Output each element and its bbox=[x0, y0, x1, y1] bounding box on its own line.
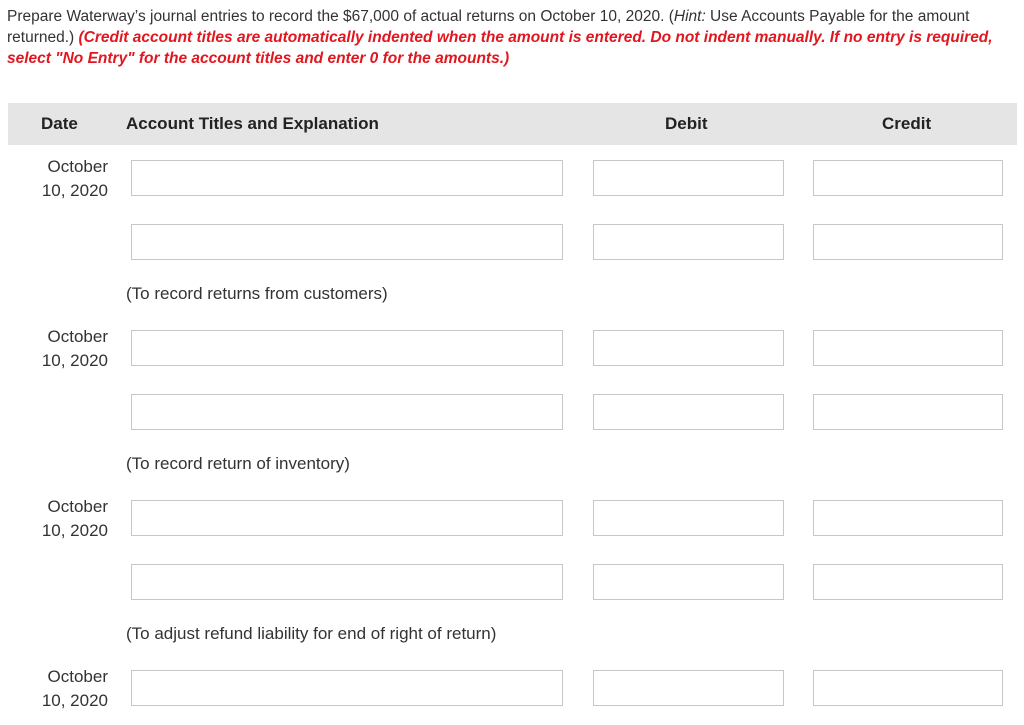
entry-explanation: (To record returns from customers) bbox=[126, 284, 388, 303]
table-header bbox=[8, 103, 1017, 145]
instructions-text: Prepare Waterway’s journal entries to record the $67,000 of actual returns on October 10, 2020. ( bbox=[7, 8, 674, 25]
entry-date-month: October bbox=[47, 327, 108, 346]
credit-input[interactable] bbox=[813, 670, 1003, 706]
hint-label: Hint: bbox=[673, 8, 706, 25]
debit-input[interactable] bbox=[593, 564, 784, 600]
entry-date-month: October bbox=[47, 667, 108, 686]
header-debit: Debit bbox=[665, 114, 708, 133]
entry-date bbox=[30, 325, 108, 373]
header-date: Date bbox=[41, 114, 78, 133]
account-title-input[interactable] bbox=[131, 394, 563, 430]
entry-date-month: October bbox=[47, 157, 108, 176]
entry-date-day-year: 10, 2020 bbox=[41, 521, 108, 540]
instructions bbox=[7, 6, 1022, 69]
entry-date bbox=[30, 495, 108, 543]
credit-input[interactable] bbox=[813, 394, 1003, 430]
entry-date-day-year: 10, 2020 bbox=[41, 181, 108, 200]
debit-input[interactable] bbox=[593, 500, 784, 536]
account-title-input[interactable] bbox=[131, 330, 563, 366]
credit-input[interactable] bbox=[813, 330, 1003, 366]
header-account-titles: Account Titles and Explanation bbox=[126, 114, 379, 133]
debit-input[interactable] bbox=[593, 670, 784, 706]
credit-input[interactable] bbox=[813, 224, 1003, 260]
account-title-input[interactable] bbox=[131, 160, 563, 196]
debit-input[interactable] bbox=[593, 224, 784, 260]
entry-date bbox=[30, 155, 108, 203]
account-title-input[interactable] bbox=[131, 500, 563, 536]
account-title-input[interactable] bbox=[131, 224, 563, 260]
entry-explanation: (To adjust refund liability for end of right of return) bbox=[126, 624, 497, 643]
entry-date bbox=[30, 665, 108, 713]
entry-explanation: (To record return of inventory) bbox=[126, 454, 350, 473]
account-title-input[interactable] bbox=[131, 564, 563, 600]
entry-date-month: October bbox=[47, 497, 108, 516]
header-credit: Credit bbox=[882, 114, 932, 133]
debit-input[interactable] bbox=[593, 330, 784, 366]
credit-input[interactable] bbox=[813, 500, 1003, 536]
credit-input[interactable] bbox=[813, 160, 1003, 196]
entry-date-day-year: 10, 2020 bbox=[41, 691, 108, 710]
entry-date-day-year: 10, 2020 bbox=[41, 351, 108, 370]
instructions-note: (Credit account titles are automatically indented when the amount is entered. Do not indent manually. If no entry is required, select "No Entry" for the account titles and enter 0 for the amounts.) bbox=[7, 29, 993, 67]
credit-input[interactable] bbox=[813, 564, 1003, 600]
account-title-input[interactable] bbox=[131, 670, 563, 706]
debit-input[interactable] bbox=[593, 160, 784, 196]
instructions-hint-text: Use Accounts Payable for the amount returned.) bbox=[7, 8, 970, 46]
debit-input[interactable] bbox=[593, 394, 784, 430]
